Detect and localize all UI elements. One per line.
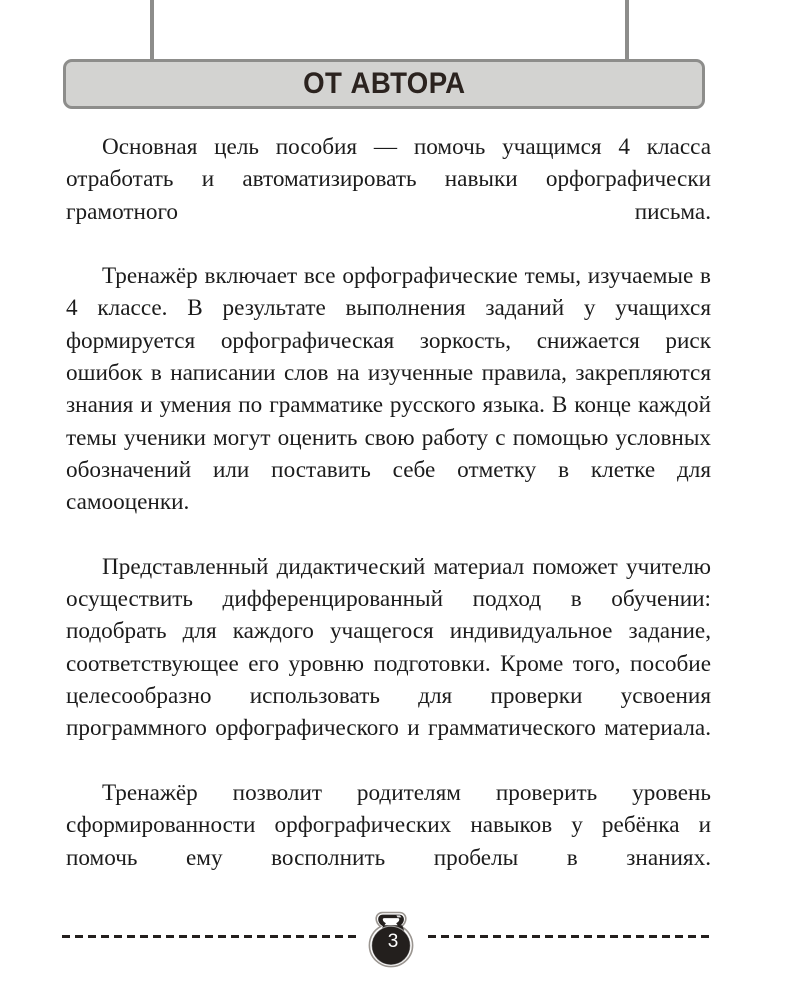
- page-number-badge: [363, 908, 423, 974]
- paragraph-3: Представленный дидактический материал поможет учителю осуществить дифференцированный подход в обучении: подобрать для каждого учащегося индивидуальное задание, соответствующее его уровню подготовки. Кроме того, пособие целесообразно использовать для проверки усвоения программного орфографического и грамматического материала.: [66, 553, 711, 742]
- paragraph-2: Тренажёр включает все орфографические темы, изучаемые в 4 классе. В результате выполнения заданий у учащихся формируется орфографическая зоркость, снижается риск ошибок в написании слов на изученные правила, закрепляются знания и умения по грамматике русского языка. В конце каждой темы ученики могут оценить свою работу с помощью условных обозначений или поставить себе отметку в клетке для самооценки.: [66, 263, 711, 516]
- page-title: ОТ АВТОРА: [302, 67, 466, 100]
- vertical-rule-right: [625, 0, 629, 62]
- section-title-banner: [63, 59, 705, 109]
- body-text: [66, 131, 711, 906]
- paragraph-4: Тренажёр позволит родителям проверить уровень сформированности орфографических навыков у ребёнка и помочь ему восполнить пробелы в знаниях.: [66, 779, 711, 871]
- paragraph-1: Основная цель пособия — помочь учащимся 4 класса отработать и автоматизировать навыки орфографически грамотного письма.: [66, 134, 711, 225]
- footer-dashed-rule-right: [428, 935, 710, 938]
- vertical-rule-left: [150, 0, 154, 62]
- page-number-text: 3: [387, 931, 399, 952]
- footer-dashed-rule-left: [62, 935, 360, 938]
- page-footer: [0, 908, 786, 978]
